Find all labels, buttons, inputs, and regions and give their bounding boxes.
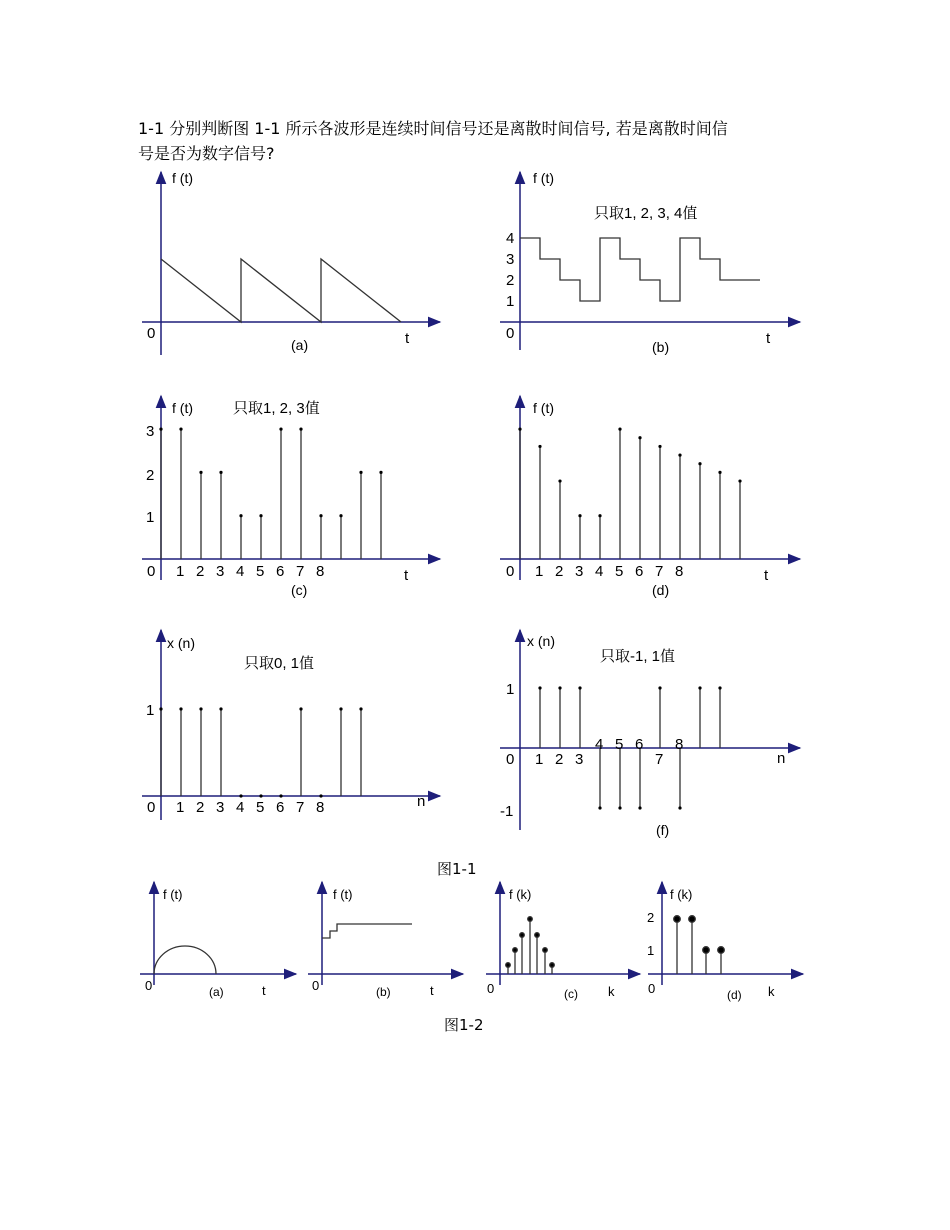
x-label: k xyxy=(608,984,615,999)
origin-label: 0 xyxy=(506,751,515,768)
stem-point xyxy=(279,794,282,797)
x-tick-label: 2 xyxy=(555,751,564,768)
origin-label: 0 xyxy=(506,325,515,342)
ytick-3: 3 xyxy=(146,423,155,440)
ytick-2: 2 xyxy=(146,467,155,484)
x-label: n xyxy=(777,750,786,767)
x-tick-label: 2 xyxy=(555,563,564,580)
x-label: t xyxy=(404,567,409,584)
ytick-1: 1 xyxy=(506,293,515,310)
x-tick-label: 1 xyxy=(535,751,544,768)
stem-point xyxy=(179,707,182,710)
ytick-1: 1 xyxy=(146,702,155,719)
stem-point xyxy=(718,471,721,474)
ytick-neg1: -1 xyxy=(500,803,514,820)
origin-label: 0 xyxy=(312,978,320,993)
stem-point xyxy=(678,806,681,809)
stem-point xyxy=(319,794,322,797)
stem-series xyxy=(518,428,741,560)
stem-point xyxy=(518,428,521,431)
stem-point xyxy=(618,428,621,431)
value-note: 只取1, 2, 3值 xyxy=(233,400,320,417)
ytick-3: 3 xyxy=(506,251,515,268)
x-tick-label: 8 xyxy=(316,563,325,580)
y-label: f (t) xyxy=(533,170,554,186)
x-tick-label: 5 xyxy=(256,799,265,816)
stem-point xyxy=(219,707,222,710)
figure-2-caption: 图1-2 xyxy=(444,1016,484,1034)
stem-point xyxy=(159,428,162,431)
stem-point xyxy=(618,806,621,809)
x-label: t xyxy=(766,330,771,347)
panel-label: (c) xyxy=(291,582,308,598)
origin-label: 0 xyxy=(147,563,156,580)
question-line-2: 号是否为数字信号? xyxy=(138,144,275,163)
y-label: f (k) xyxy=(670,887,693,902)
stem-point xyxy=(558,686,561,689)
sawtooth-waveform xyxy=(161,259,401,322)
question-line-1: 1-1 分别判断图 1-1 所示各波形是连续时间信号还是离散时间信号, 若是离散时间信 xyxy=(138,119,728,138)
panel-b xyxy=(500,170,800,355)
x-tick-labels xyxy=(176,799,324,816)
panel-c xyxy=(142,396,440,598)
stem-series xyxy=(674,916,725,974)
x-tick-label: 6 xyxy=(276,799,285,816)
x-tick-label: 7 xyxy=(296,563,305,580)
x-tick-label: 8 xyxy=(675,563,684,580)
figure-1-caption: 图1-1 xyxy=(437,860,477,878)
stem-point xyxy=(698,686,701,689)
half-circle-waveform xyxy=(154,946,216,974)
stem-point xyxy=(359,471,362,474)
stem-point xyxy=(658,686,661,689)
x-label: t xyxy=(430,983,434,998)
panel-label: (d) xyxy=(727,988,742,1002)
x-tick-label: 5 xyxy=(256,563,265,580)
x-tick-label: 6 xyxy=(635,736,644,753)
y-label: f (t) xyxy=(163,887,183,902)
stem-point xyxy=(239,514,242,517)
x-tick-label: 1 xyxy=(176,563,185,580)
panel-label: (d) xyxy=(652,582,670,598)
stem-point xyxy=(658,445,661,448)
origin-label: 0 xyxy=(487,981,495,996)
x-tick-label: 2 xyxy=(196,799,205,816)
stem-point xyxy=(259,794,262,797)
fig2-panel-c xyxy=(486,882,640,1001)
stem-point xyxy=(359,707,362,710)
x-tick-label: 1 xyxy=(176,799,185,816)
panel-label: (f) xyxy=(656,822,670,838)
stem-point xyxy=(219,471,222,474)
step-waveform xyxy=(322,924,412,938)
x-tick-label: 4 xyxy=(595,736,604,753)
x-tick-label: 4 xyxy=(595,563,604,580)
ytick-2: 2 xyxy=(647,910,655,925)
value-note: 只取-1, 1值 xyxy=(600,648,676,665)
staircase-waveform xyxy=(520,238,760,301)
x-tick-label: 4 xyxy=(236,563,245,580)
ytick-1: 1 xyxy=(647,943,655,958)
x-tick-label: 5 xyxy=(615,736,624,753)
panel-label: (a) xyxy=(291,337,309,353)
stem-series xyxy=(159,707,362,797)
stem-series xyxy=(159,428,382,560)
origin-label: 0 xyxy=(145,978,153,993)
stem-point xyxy=(179,428,182,431)
stem-point xyxy=(598,514,601,517)
ytick-4: 4 xyxy=(506,230,515,247)
x-tick-label: 1 xyxy=(535,563,544,580)
x-tick-label: 8 xyxy=(675,736,684,753)
y-label: f (k) xyxy=(509,887,532,902)
stem-point xyxy=(279,428,282,431)
x-tick-labels xyxy=(176,563,324,580)
stem-point xyxy=(598,806,601,809)
panel-d xyxy=(500,396,800,598)
value-note: 只取1, 2, 3, 4值 xyxy=(594,205,698,222)
stem-point xyxy=(159,707,162,710)
fig2-panel-a xyxy=(140,882,296,999)
stem-point xyxy=(339,707,342,710)
stem-point xyxy=(339,514,342,517)
x-tick-label: 6 xyxy=(635,563,644,580)
ytick-2: 2 xyxy=(506,272,515,289)
stem-point xyxy=(738,479,741,482)
y-label: f (t) xyxy=(172,170,193,186)
stem-point xyxy=(299,707,302,710)
ytick-1: 1 xyxy=(506,681,515,698)
stem-point xyxy=(558,479,561,482)
x-tick-label: 3 xyxy=(216,799,225,816)
x-tick-label: 2 xyxy=(196,563,205,580)
y-label: f (t) xyxy=(333,887,353,902)
x-label: t xyxy=(764,567,769,584)
panel-label: (b) xyxy=(376,985,391,999)
stem-series xyxy=(506,917,555,974)
stem-point xyxy=(199,471,202,474)
x-tick-label: 6 xyxy=(276,563,285,580)
x-tick-label: 4 xyxy=(236,799,245,816)
x-tick-label: 7 xyxy=(655,751,664,768)
x-tick-label: 7 xyxy=(296,799,305,816)
panel-f xyxy=(500,630,800,838)
y-label: f (t) xyxy=(533,400,554,416)
stem-point xyxy=(379,471,382,474)
stem-point xyxy=(578,514,581,517)
panel-label: (b) xyxy=(652,339,670,355)
stem-point xyxy=(638,436,641,439)
stem-point xyxy=(578,686,581,689)
stem-point xyxy=(299,428,302,431)
origin-label: 0 xyxy=(648,981,656,996)
fig2-panel-d xyxy=(647,882,803,1002)
stem-point xyxy=(199,707,202,710)
panel-label: (c) xyxy=(564,987,578,1001)
x-tick-labels xyxy=(535,563,683,580)
origin-label: 0 xyxy=(147,325,156,342)
panel-e xyxy=(142,630,440,820)
fig2-panel-b xyxy=(308,882,463,999)
x-tick-label: 3 xyxy=(216,563,225,580)
stem-point xyxy=(718,686,721,689)
ytick-1: 1 xyxy=(146,509,155,526)
y-label: x (n) xyxy=(167,635,195,651)
x-tick-label: 3 xyxy=(575,751,584,768)
stem-point xyxy=(319,514,322,517)
stem-point xyxy=(698,462,701,465)
x-tick-label: 3 xyxy=(575,563,584,580)
origin-label: 0 xyxy=(506,563,515,580)
stem-point xyxy=(638,806,641,809)
x-tick-label: 8 xyxy=(316,799,325,816)
y-label: f (t) xyxy=(172,400,193,416)
stem-point xyxy=(538,686,541,689)
x-label: t xyxy=(262,983,266,998)
y-label: x (n) xyxy=(527,633,555,649)
stem-point xyxy=(259,514,262,517)
stem-point xyxy=(538,445,541,448)
x-label: t xyxy=(405,330,410,347)
x-tick-labels xyxy=(535,736,683,768)
value-note: 只取0, 1值 xyxy=(244,655,315,672)
origin-label: 0 xyxy=(147,799,156,816)
panel-a xyxy=(142,170,440,355)
x-label: n xyxy=(417,793,426,810)
panel-label: (a) xyxy=(209,985,224,999)
stem-point xyxy=(678,453,681,456)
stem-point xyxy=(239,794,242,797)
x-tick-label: 5 xyxy=(615,563,624,580)
x-tick-label: 7 xyxy=(655,563,664,580)
x-label: k xyxy=(768,984,775,999)
